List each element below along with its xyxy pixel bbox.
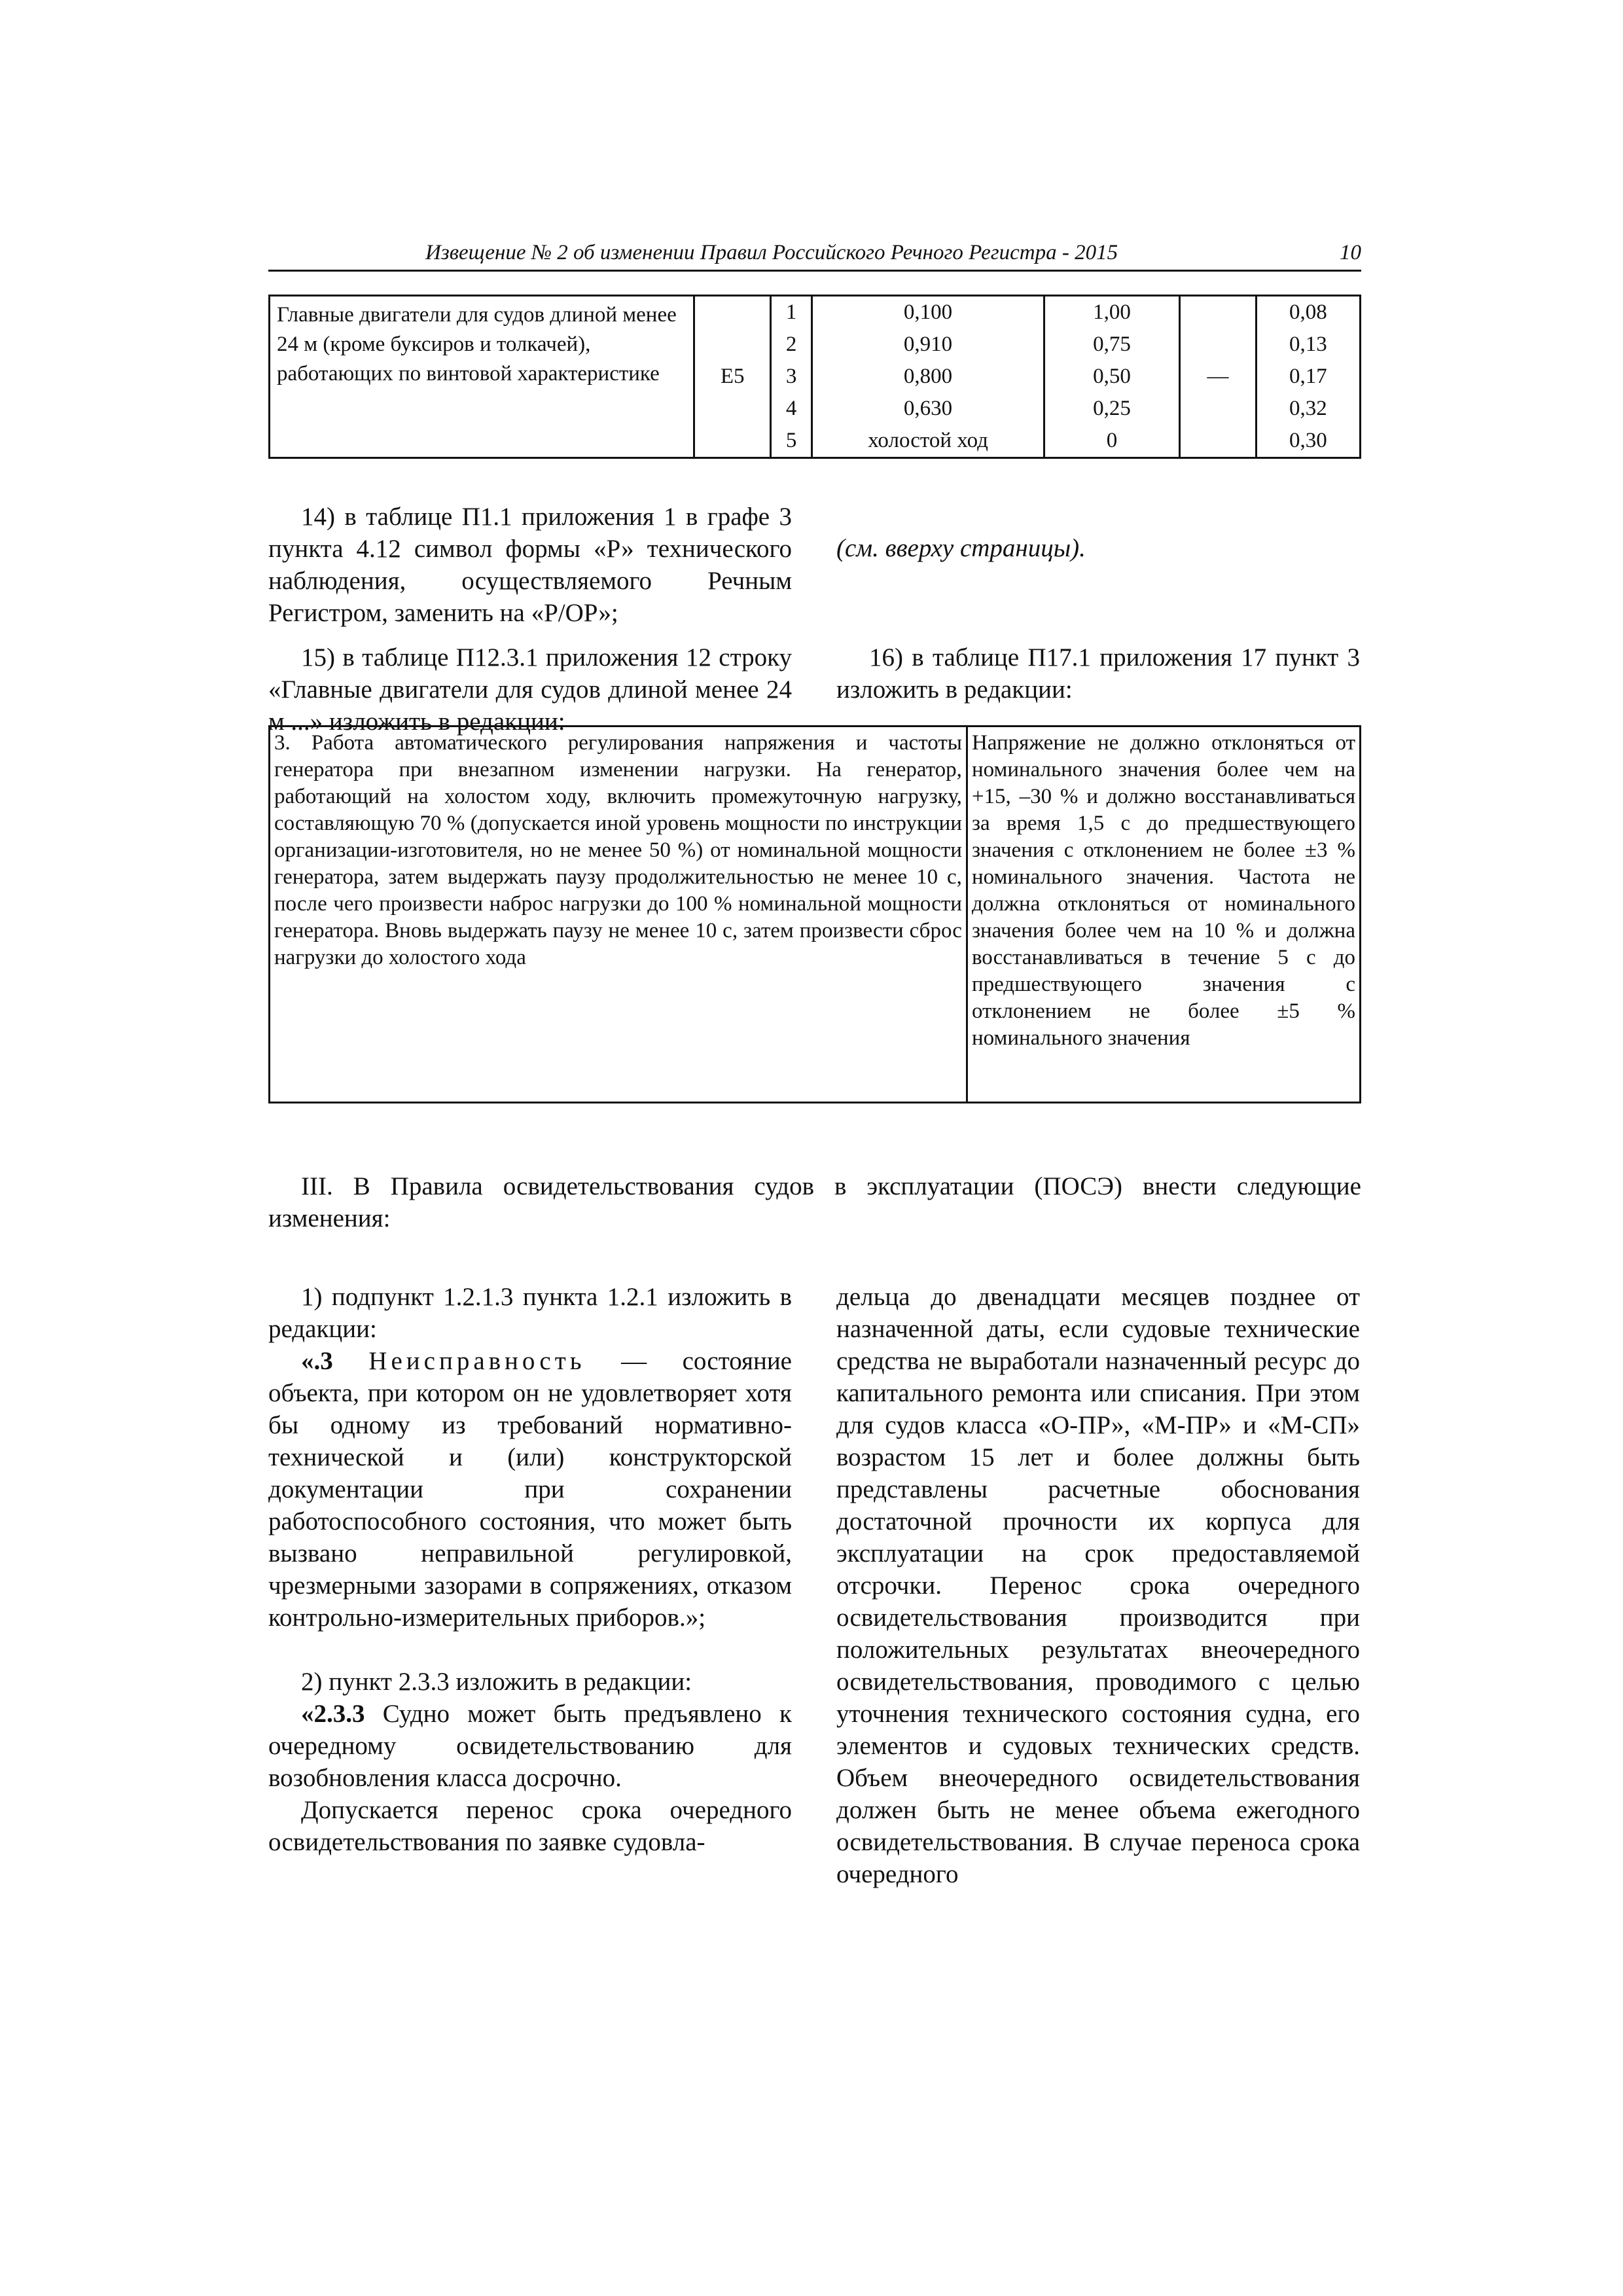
postponement-paragraph-start: Допускается перенос срока очередного освидетельствования по заявке судовла- [268, 1796, 792, 1856]
table-row [270, 296, 1361, 458]
coef-cell [1256, 296, 1360, 458]
load-value: 0,630 [903, 397, 953, 420]
postponement-paragraph-continued: дельца до двенадцати месяцев позднее от назначенной даты, если судовые технические средства не выработали назначенный ресурс до капитального ремонта или списания. При этом для судов класса «О-ПР», «М-ПР» и «М-СП» возрастом 15 лет и более должны быть представлены расчетные обоснования достаточной прочности их корпуса для эксплуатации на срок предоставляемой отсрочки. Перенос срока очередного освидетельствования производится при положительных результатах внеочередного освидетельствования, проводимого с целью уточнения технического состояния судна, его элементов и судовых технических средств. Объем внеочередного освидетельствования должен быть не менее объема ежегодного освидетельствования. В случае переноса срока очередного [836, 1283, 1360, 1888]
running-header [268, 237, 1361, 272]
load-value: 0,800 [903, 365, 953, 388]
load-value: 0,100 [903, 300, 953, 324]
engine-table [268, 295, 1361, 459]
speed-value: 0,25 [1093, 397, 1131, 420]
mode-number: 4 [785, 397, 797, 420]
coef-value: 0,13 [1289, 332, 1327, 356]
coef-value: 0,32 [1289, 397, 1327, 420]
table-row [270, 726, 1361, 1103]
speed-value: 0,75 [1093, 332, 1131, 356]
speed-value: 1,00 [1093, 300, 1131, 324]
coef-value: 0,08 [1289, 300, 1327, 324]
engine-name-cell: Главные двигатели для судов длиной менее 24 м (кроме буксиров и толкачей), работающих по винтовой характеристике [270, 296, 694, 458]
regulation-table [268, 725, 1361, 1103]
test-procedure-cell: 3. Работа автоматического регулирования напряжения и частоты генератора при внезапном изменении нагрузки. На генератор, работающий на холостом ходу, включить промежуточную нагрузку, составляющую 70 % (допускается иной уровень мощности по инструкции организации-изготовителя, но не менее 50 %) от номинальной мощности генератора, затем выдержать паузу продолжительностью не менее 10 с, после чего произвести наброс нагрузки до 100 % номинальной мощности генератора. Вновь выдержать паузу не менее 10 с, затем произвести сброс нагрузки до холостого хода [270, 726, 967, 1103]
requirement-cell: Напряжение не должно отклоняться от номинального значения более чем на +15, –30 % и должно восстанавливаться за время 1,5 с до предшествующего значения с отклонением не более ±3 % номинального значения. Частота не должна отклоняться от номинального значения более чем на 10 % и должна восстанавливаться в течение 5 с до предшествующего значения с отклонением не более ±5 % номинального значения [967, 726, 1360, 1103]
defined-term: Неисправность [368, 1347, 586, 1375]
speed-value: 0 [1106, 429, 1118, 452]
page-number: 10 [1340, 241, 1361, 264]
load-value: 0,910 [903, 332, 953, 356]
dash-cell: — [1180, 296, 1257, 458]
clause-number: «.3 [301, 1347, 333, 1375]
definition-paragraph [268, 1345, 792, 1634]
header-title: Извещение № 2 об изменении Правил Российского Речного Регистра - 2015 [425, 241, 1118, 264]
subitem-1: 1) подпункт 1.2.1.3 пункта 1.2.1 изложить в редакции: [268, 1283, 792, 1343]
speed-cell [1044, 296, 1179, 458]
coef-value: 0,17 [1289, 365, 1327, 388]
item-15-reference: (см. вверху страницы). [836, 534, 1086, 562]
subitem-2: 2) пункт 2.3.3 изложить в редакции: [301, 1668, 692, 1696]
mode-number: 1 [785, 300, 797, 324]
definition-text: — состояние объекта, при котором он не удовлетворяет хотя бы одному из требований нормативно-технической и (или) конструкторской документации при сохранении работоспособного состояния, что может быть вызвано неправильной регулировкой, чрезмерными зазорами в сопряжениях, отказом контрольно-измерительных приборов.»; [268, 1347, 792, 1632]
clause-2-3-3 [268, 1698, 792, 1794]
speed-value: 0,50 [1093, 365, 1131, 388]
engine-symbol-cell: E5 [694, 296, 771, 458]
load-value: холостой ход [868, 429, 988, 452]
mode-number: 3 [785, 365, 797, 388]
coef-value: 0,30 [1289, 429, 1327, 452]
item-16: 16) в таблице П17.1 приложения 17 пункт 3 изложить в редакции: [836, 643, 1360, 704]
clause-text: Судно может быть предъявлено к очередному освидетельствованию для возобновления класса досрочно. [268, 1700, 792, 1792]
clause-number: «2.3.3 [301, 1700, 365, 1728]
mode-number-cell [771, 296, 812, 458]
item-14: 14) в таблице П1.1 приложения 1 в графе 3 пункта 4.12 символ формы «Р» технического наблюдения, осуществляемого Речным Регистром, заменить на «Р/ОР»; [268, 503, 792, 627]
section-3-heading: III. В Правила освидетельствования судов в эксплуатации (ПОСЭ) внести следующие изменения: [268, 1172, 1361, 1232]
mode-number: 5 [785, 429, 797, 452]
mode-number: 2 [785, 332, 797, 356]
item-15: 15) в таблице П12.3.1 приложения 12 строку «Главные двигатели для судов длиной менее 24 м ...» изложить в редакции: [268, 643, 792, 736]
load-cell [812, 296, 1044, 458]
